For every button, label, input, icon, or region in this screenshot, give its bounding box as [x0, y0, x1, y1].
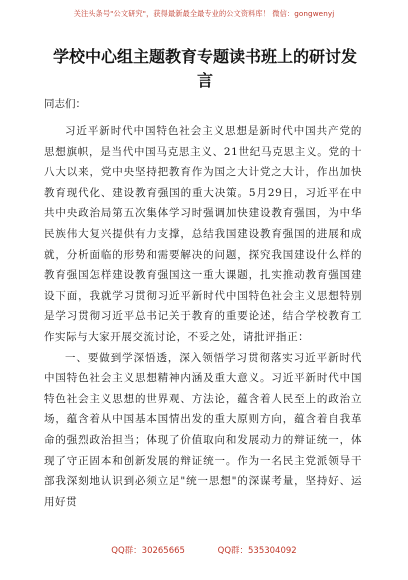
qq-group-1: QQ群：30265665: [111, 546, 185, 556]
salutation: 同志们：: [44, 98, 86, 110]
footer-contact: [0, 544, 408, 556]
document-title: 学校中心组主题教育专题读书班上的研讨发言: [52, 47, 357, 90]
qq-group-2: QQ群：535304092: [217, 546, 297, 556]
paragraph-intro: 习近平新时代中国特色社会主义思想是新时代中国共产党的思想旗帜，是当代中国马克思主义、21世纪马克思主义。党的十八大以来，党中央坚持把教育作为国之大计党之大计，作出加快教育现代化、建设教育强国的重大决策。5月29日，习近平在中共中央政治局第五次集体学习时强调加快建设教育强国，为中华民族伟大复兴提供有力支撑，总结我国建设教育强国的进展和成就，分析面临的形势和需要解决的问题，探究我国建设什么样的教育强国怎样建设教育强国这一重大课题，扎实推动教育强国建设下面，我就学习贯彻习近平新时代中国特色社会主义思想特别是学习贯彻习近平总书记关于教育的重要论述，结合学校教育工作实际与大家开展交流讨论，不妥之处，请批评指正：: [44, 125, 362, 343]
paragraph-section-one: 一、要做到学深悟透，深入领悟学习贯彻落实习近平新时代中国特色社会主义思想精神内涵及重大意义。习近平新时代中国特色社会主义思想的世界观、方法论，蕴含着人民至上的政治立场，蕴含着从中国基本国情出发的重大原则方向，蕴含着自我革命的强烈政治担当；体现了价值取向和发展动力的辩证统一，体现了守正固本和创新发展的辩证统一。作为一名民主党派领导干部我深刻地认识到必须立足"统一思想"的深谋考量，坚持好、运用好贯: [44, 351, 362, 508]
document-body: [44, 121, 362, 512]
promo-banner: 关注头条号"公文研究"，获得最新最全最专业的公文资料库！ 微信：gongwenyj: [73, 9, 335, 18]
